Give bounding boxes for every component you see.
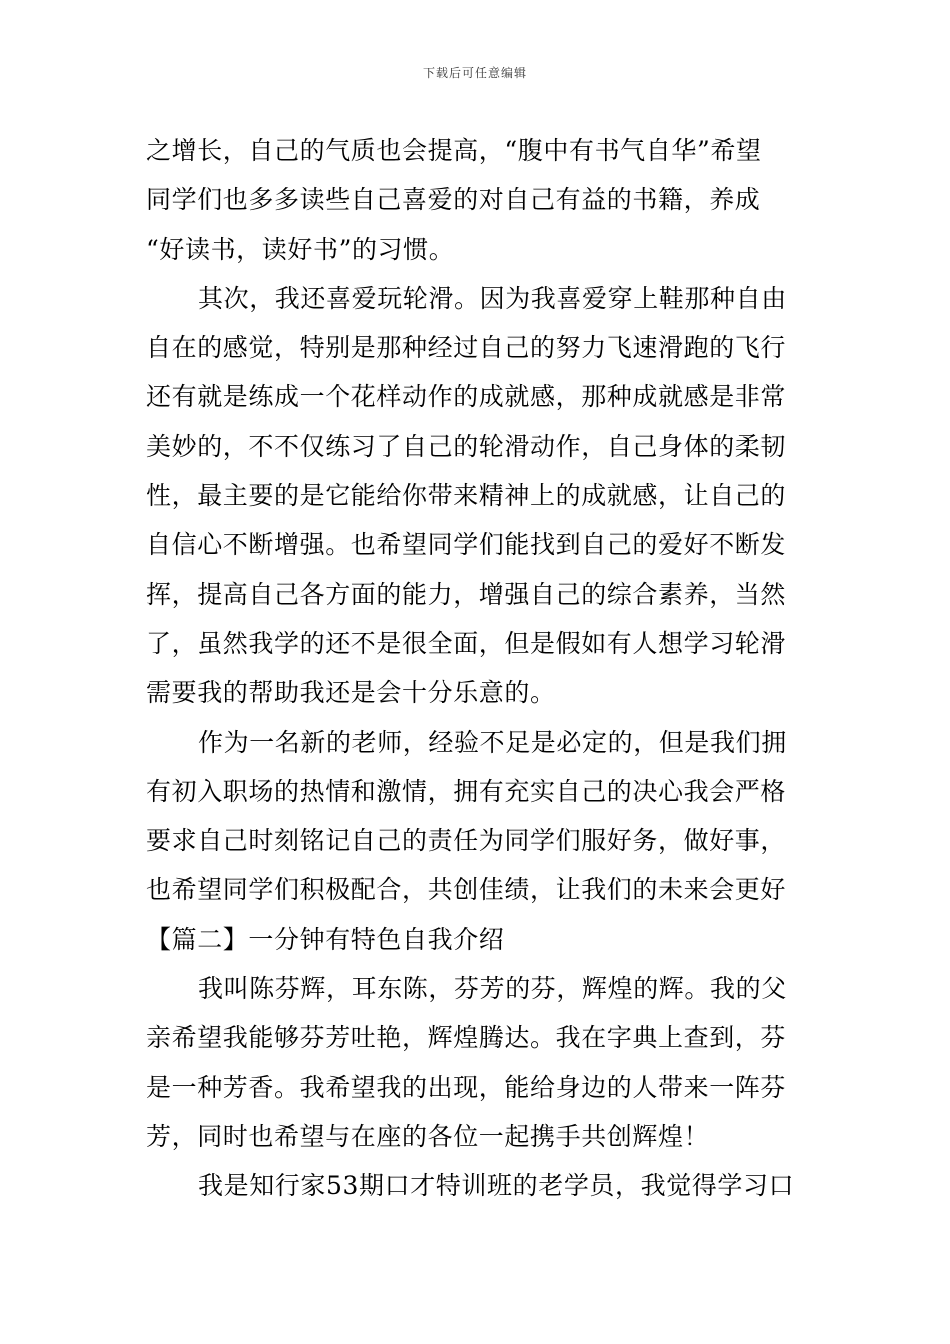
text-line: 美妙的，不不仅练习了自己的轮滑动作，自己身体的柔韧 xyxy=(146,431,787,461)
text-line: 有初入职场的热情和激情，拥有充实自己的决心我会严格 xyxy=(146,776,787,806)
text-line: 要求自己时刻铭记自己的责任为同学们服好务，做好事， xyxy=(146,826,787,856)
section-heading: 【篇二】一分钟有特色自我介绍 xyxy=(146,924,505,954)
text-line: 性，最主要的是它能给你带来精神上的成就感，让自己的 xyxy=(146,481,787,511)
page-header: 下载后可任意编辑 xyxy=(422,66,527,80)
paragraph-first-line: 我是知行家53期口才特训班的老学员，我觉得学习口 xyxy=(198,1171,795,1201)
text-line: 芳，同时也希望与在座的各位一起携手共创辉煌！ xyxy=(146,1121,710,1151)
text-line: “好读书，读好书”的习惯。 xyxy=(146,234,455,264)
text-line: 需要我的帮助我还是会十分乐意的。 xyxy=(146,678,556,708)
text-line: 自在的感觉，特别是那种经过自己的努力飞速滑跑的飞行 xyxy=(146,333,787,363)
text-line: 挥，提高自己各方面的能力，增强自己的综合素养，当然 xyxy=(146,579,787,609)
text-line: 也希望同学们积极配合，共创佳绩，让我们的未来会更好 xyxy=(146,875,787,905)
paragraph-first-line: 作为一名新的老师，经验不足是必定的，但是我们拥 xyxy=(198,727,787,757)
paragraph-first-line: 其次，我还喜爱玩轮滑。因为我喜爱穿上鞋那种自由 xyxy=(198,283,787,313)
text-line: 自信心不断增强。也希望同学们能找到自己的爱好不断发 xyxy=(146,530,787,560)
document-body xyxy=(146,126,806,1211)
text-line: 之增长，自己的气质也会提高，“腹中有书气自华”希望 xyxy=(146,136,762,165)
text-line: 了，虽然我学的还不是很全面，但是假如有人想学习轮滑 xyxy=(146,628,787,658)
text-line: 亲希望我能够芬芳吐艳，辉煌腾达。我在字典上查到，芬 xyxy=(146,1023,787,1053)
text-line: 是一种芳香。我希望我的出现，能给身边的人带来一阵芬 xyxy=(146,1072,787,1102)
text-line: 同学们也多多读些自己喜爱的对自己有益的书籍，养成 xyxy=(146,185,761,215)
text-line: 还有就是练成一个花样动作的成就感，那种成就感是非常 xyxy=(146,382,787,412)
paragraph-first-line: 我叫陈芬辉，耳东陈，芬芳的芬，辉煌的辉。我的父 xyxy=(198,974,787,1004)
